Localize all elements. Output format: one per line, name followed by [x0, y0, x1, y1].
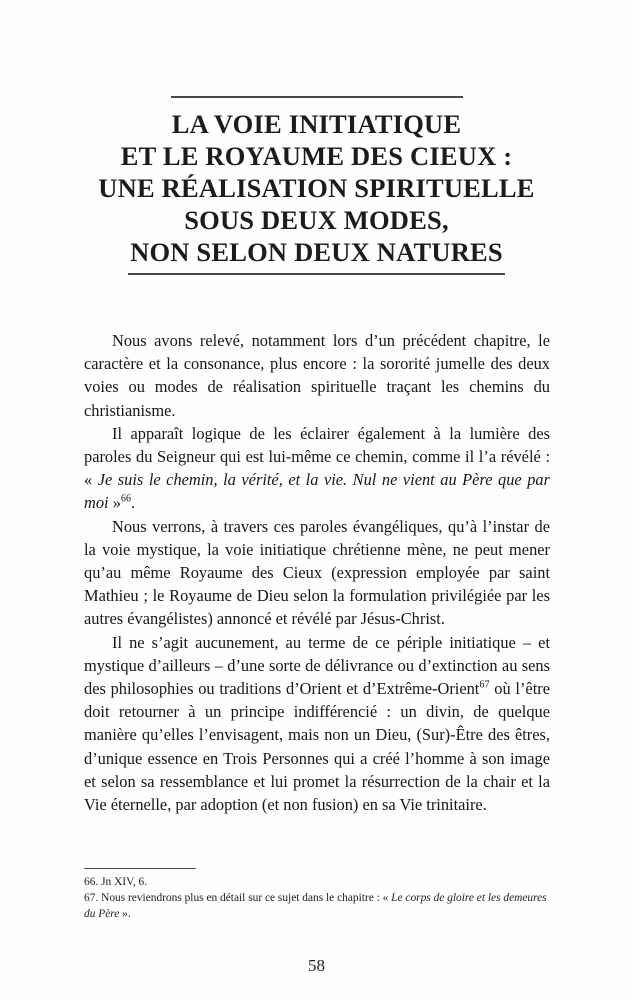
paragraph-2	[84, 422, 550, 515]
footnote-67-lead: Nous reviendrons plus en détail sur ce sujet dans le chapitre : «	[98, 891, 392, 904]
paragraph-2-quote-close: »	[108, 493, 121, 513]
title-line-2: ET LE ROYAUME DES CIEUX :	[120, 141, 513, 171]
paragraph-2-tail: .	[131, 493, 136, 513]
footnote-66	[84, 875, 550, 891]
paragraph-4-tail: où l’être doit retourner à un principe indifférencié : un divin, de quelque manière qu’elles l’envisagent, mais non un Dieu, (Sur)-Être des êtres, d’unique essence en Trois Personnes qui a créé l’homme à son image et selon sa ressemblance et lui promet la résurrection de la chair et la Vie éternelle, par adoption (et non fusion) en sa Vie trinitaire.	[84, 679, 550, 815]
page-title	[0, 108, 633, 268]
title-line-4: SOUS DEUX MODES,	[184, 205, 449, 235]
footnote-separator-rule	[84, 868, 196, 869]
title-line-3: UNE RÉALISATION SPIRITUELLE	[98, 173, 535, 203]
page-number: 58	[308, 956, 325, 975]
paragraph-4-lead: Il ne s’agit aucunement, au terme de ce périple initiatique – et mystique d’ailleurs – d’une sorte de délivrance ou d’extinction au sens des philosophies ou traditions d’Orient et d’Extrême-Orient	[84, 632, 550, 699]
footnote-marker-66[interactable]: 66	[120, 493, 132, 505]
footnotes-section	[84, 868, 550, 922]
chapter-title-block	[0, 96, 633, 275]
paragraph-1-text: Nous avons relevé, notamment lors d’un précédent chapitre, le caractère et la consonance, plus encore : la sororité jumelle des deux voies ou modes de réalisation spirituelle traçant les chemins du christianisme.	[84, 331, 550, 420]
body-text	[84, 329, 550, 816]
title-line-1: LA VOIE INITIATIQUE	[171, 109, 462, 139]
title-rule-top	[171, 96, 463, 98]
footnote-66-number: 66.	[84, 876, 99, 889]
paragraph-4	[84, 631, 550, 817]
footnote-66-text: Jn XIV, 6.	[98, 876, 148, 889]
paragraph-3-text: Nous verrons, à travers ces paroles évangéliques, qu’à l’instar de la voie mystique, la voie initiatique chrétienne mène, ne peut mener qu’au même Royaume des Cieux (expression employée par saint Mathieu ; le Royaume de Dieu selon la formulation privilégiée par les autres évangélistes) annoncé et révélé par Jésus-Christ.	[84, 516, 550, 629]
paragraph-3	[84, 515, 550, 631]
footnote-67-tail: ».	[119, 907, 131, 920]
footnote-67	[84, 891, 550, 922]
footnote-67-number: 67.	[84, 891, 99, 904]
scripture-quote: Je suis le chemin, la vérité, et la vie. Nul ne vient au Père que par moi	[84, 470, 550, 513]
title-line-5: NON SELON DEUX NATURES	[130, 237, 503, 267]
footnote-marker-67[interactable]: 67	[479, 679, 490, 691]
paragraph-2-lead: Il apparaît logique de les éclairer également à la lumière des paroles du Seigneur qui est lui-même ce chemin, comme il l’a révélé : «	[84, 423, 550, 490]
paragraph-1	[84, 329, 550, 422]
title-rule-bottom	[128, 273, 505, 275]
footnote-67-cited-title: Le corps de gloire et les demeures du Père	[84, 891, 547, 920]
